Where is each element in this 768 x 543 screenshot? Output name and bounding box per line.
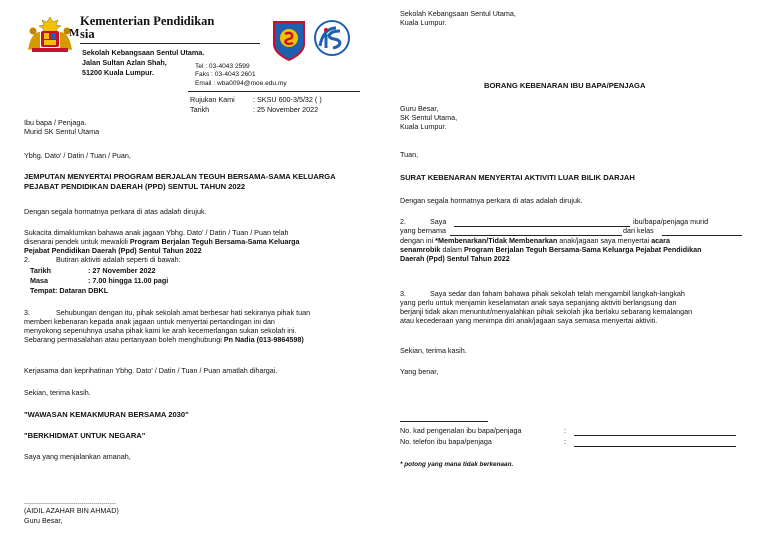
ic-number-colon: : [564,426,566,435]
respect-line: Dengan segala hormatnya perkara di atas adalah dirujuk. [24,207,207,216]
consent-form-page [384,0,768,543]
school-name: Sekolah Kebangsaan Sentul Utama. [82,48,205,57]
form-title: BORANG KEBENARAN IBU BAPA/PENJAGA [484,81,646,90]
detail-venue: Tempat: Dataran DBKL [30,286,109,295]
paragraph2-text: Butiran aktiviti adalah seperti di bawah: [56,255,181,264]
phone-number-label: No. telefon ibu bapa/penjaga [400,437,492,446]
form-paragraph2-number: 2. [400,217,406,226]
paragraph1-line1: Sukacita dimaklumkan bahawa anak jagaan Ybhg. Dato' / Datin / Tuan / Puan telah [24,228,289,237]
signatory-title: Guru Besar, [24,516,63,525]
form-paragraph3-number: 3. [400,289,406,298]
detail-time-label: Masa [30,276,48,285]
form-paragraph2-line5: Daerah (Ppd) Sentul Tahun 2022 [400,254,510,263]
form-recipient-line3: Kuala Lumpur. [400,122,447,131]
signatory-name: (AIDIL AZAHAR BIN AHMAD) [24,506,119,515]
form-paragraph3-line2: yang perlu untuk menjamin keselamatan anak saya sepanjang aktiviti berlangsung dan [400,298,677,307]
contact-rule [188,91,360,92]
ic-number-label: No. kad pengenalan ibu bapa/penjaga [400,426,522,435]
recipient-line1: Ibu bapa / Penjaga. [24,118,87,127]
phone-number-field[interactable] [574,440,736,447]
recipient-line2: Murid SK Sentul Utama [24,127,100,136]
school-logo-icon [270,18,362,62]
form-address-line2: Kuala Lumpur. [400,18,447,27]
form-subject: SURAT KEBENARAN MENYERTAI AKTIVITI LUAR BILIK DARJAH [400,173,635,182]
salutation: Ybhg. Dato' / Datin / Tuan / Puan, [24,151,131,160]
form-address-line1: Sekolah Kebangsaan Sentul Utama, [400,9,516,18]
form-respect-line: Dengan segala hormatnya perkara di atas adalah dirujuk. [400,196,583,205]
paragraph3-line1: Sehubungan dengan itu, pihak sekolah amat berbesar hati sekiranya pihak tuan [56,308,311,317]
motto-service: "BERKHIDMAT UNTUK NEGARA" [24,431,146,440]
paragraph3-number: 3. [24,308,30,317]
paragraph3-line2: memberi kebenaran kepada anak jagaan untuk menyertai pertandingan ini dan [24,317,275,326]
form-class-label: dari kelas [623,226,654,235]
subject-line1: JEMPUTAN MENYERTAI PROGRAM BERJALAN TEGUH BERSAMA-SAMA KELUARGA [24,172,336,181]
detail-date-label: Tarikh [30,266,52,275]
parent-name-field[interactable] [454,220,630,227]
paragraph3-line4: Sebarang permasalahan atau pertanyaan boleh menghubungi Pn Nadia (013-9864598) [24,335,304,344]
date-value: : 25 November 2022 [253,105,319,114]
school-contact [195,63,287,88]
student-name-field[interactable] [450,229,622,236]
form-paragraph3-line3: berjanji tidak akan menuntut/menyalahkan pihak sekolah jika berlaku sebarang kemalangan [400,307,693,316]
motto-vision: "WAWASAN KEMAKMURAN BERSAMA 2030" [24,410,189,419]
school-fax: Faks : 03-4043 2601 [195,71,256,79]
form-recipient-line1: Guru Besar, [400,104,439,113]
form-recipient-line2: SK Sentul Utama, [400,113,458,122]
form-paragraph3-line1: Saya sedar dan faham bahawa pihak sekolah telah mengambil langkah-langkah [430,289,685,298]
form-paragraph3-line4: atau kecederaan yang menimpa diri anak/jagaan saya semasa menyertai aktiviti. [400,316,658,325]
parent-signature-field[interactable] [400,415,488,422]
paragraph1-line3: Pejabat Pendidikan Daerah (Ppd) Sentul Tahun 2022 [24,246,202,255]
ic-number-field[interactable] [574,429,736,436]
school-address-line2: 51200 Kuala Lumpur. [82,68,154,77]
detail-date-value: : 27 November 2022 [88,266,156,275]
signature-dots: .............................................. [24,497,116,506]
reference-value: : SKSU 600-3/5/32 ( ) [253,95,322,104]
paragraph2-number: 2. [24,255,30,264]
form-saya: Saya [430,217,447,226]
subject-line2: PEJABAT PENDIDIKAN DAERAH (PPD) SENTUL TAHUN 2022 [24,182,246,191]
form-named-label: yang bernama [400,226,446,235]
class-field[interactable] [662,229,742,236]
paragraph1-line2: disenarai pendek untuk mewakili Program Berjalan Teguh Bersama-Sama Keluarga [24,237,300,246]
detail-time-value: : 7.00 hingga 11.00 pagi [88,276,169,285]
form-closing-thanks: Sekian, terima kasih. [400,346,467,355]
form-salutation: Tuan, [400,150,419,159]
school-address-line1: Jalan Sultan Azlan Shah, [82,58,167,67]
form-paragraph2-line3: dengan ini *Membenarkan/Tidak Membenarkan anak/jagaan saya menyertai acara [400,236,670,245]
paragraph3-line3: menyokong sepenuhnya usaha pihak kami ke arah kecemerlangan sukan sekolah ini. [24,326,297,335]
ministry-name: Kementerian Pendidikan M sia [69,14,215,41]
school-tel: Tel : 03-4043 2599 [195,63,250,70]
form-paragraph2-line4: senamrobik dalam Program Berjalan Teguh Bersama-Sama Keluarga Pejabat Pendidikan [400,245,702,254]
executor-line: Saya yang menjalankan amanah, [24,452,131,461]
header-rule [80,43,260,44]
form-footnote: * potong yang mana tidak berkenaan. [400,461,514,468]
phone-number-colon: : [564,437,566,446]
reference-label: Rujukan Kami [190,95,235,104]
school-email: Email : wba0094@moe.edu.my [195,79,287,87]
form-parent-label: ibu/bapa/penjaga murid [633,217,709,226]
form-yours: Yang benar, [400,367,439,376]
closing-thanks: Sekian, terima kasih. [24,388,91,397]
date-label: Tarikh [190,105,210,114]
cooperation-line: Kerjasama dan keprihatinan Ybhg. Dato' / Datin / Tuan / Puan amatlah dihargai. [24,366,278,375]
